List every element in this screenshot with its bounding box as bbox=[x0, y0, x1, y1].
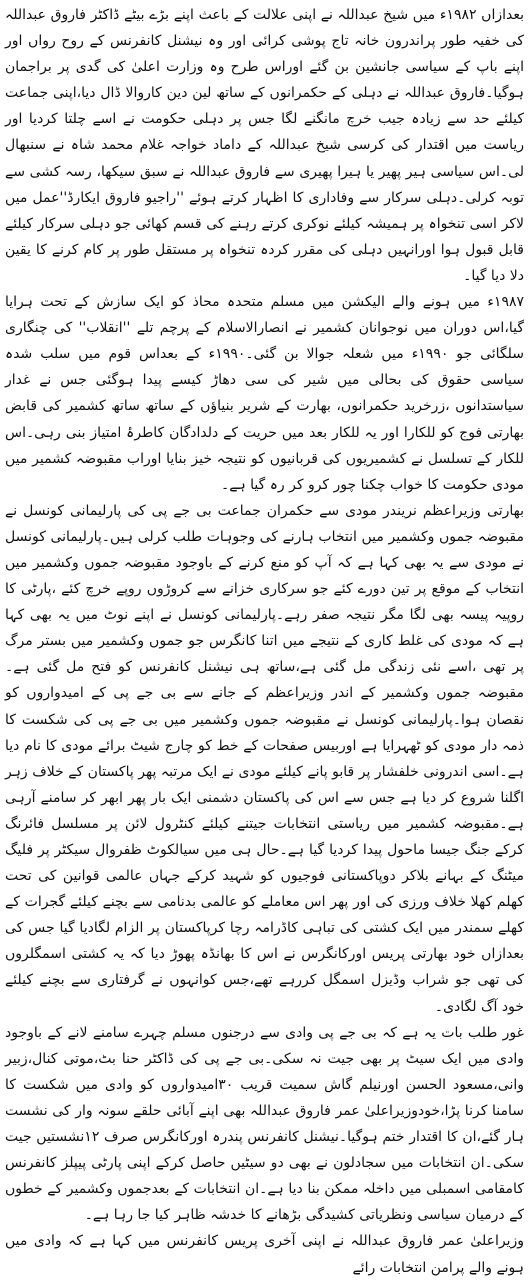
article-paragraph: وزیراعلیٰ عمر فاروق عبداللہ نے اپنی آخری پریس کانفرنس میں کہا ہے کہ وادی میں ہونے والے پرامن انتخابات رائے bbox=[5, 1233, 524, 1276]
article-paragraph: بعدازاں ۱۹۸۲ء میں شیخ عبداللہ نے اپنی علالت کے باعث اپنے بڑے بیٹے ڈاکٹر فاروق عبداللہ کی خفیہ طور پراندرون خانہ تاج پوشی کرائی اور وہ نیشنل کانفرنس کے روح رواں اور اپنے باپ کے سیاسی جانشین بن گئے اوراس طرح وہ وزارت اعلیٰ کی گدی پر براجمان ہوگیا۔فاروق عبداللہ نے دہلی کے حکمرانوں کے ساتھ لین دین کاروالا ڈال دیا،اپنی جماعت کیلئے حد سے زیادہ جیب خرچ مانگنے لگا جس پر دہلی حکومت نے اسے چلتا کردیا اور ریاست میں اقتدار کی کرسی شیخ عبداللہ کے داماد خواجہ غلام محمد شاہ نے سنبھال لی۔اس سیاسی ہیر پھیر یا ہیرا پھیری سے فاروق عبداللہ نے سبق سیکھا، رسہ کشی سے توبہ کرلی۔دہلی سرکار سے وفاداری کا اظہار کرتے ہوئے ''راجیو فاروق ایکارڈ''عمل میں لاکر اسی تنخواہ پر ہمیشہ کیلئے نوکری کرتے رہنے کی قسم کھائی جو دہلی سرکار کیلئے قابل قبول ہوا اورانہیں دہلی کی مقرر کردہ تنخواہ پر مستقل طور پر کام کرنے کا یقین دلا دیا گیا۔ bbox=[5, 7, 524, 284]
article-paragraph: بھارتی وزیراعظم نریندر مودی سے حکمران جماعت بی جے پی کی پارلیمانی کونسل نے مقبوضہ جموں وکشمیر میں انتخاب ہارنے کی وجوہات طلب کرلی ہیں۔پارلیمانی کونسل نے مودی سے یہ بھی کہا ہے کہ آپ کو منع کرنے کے باوجود مقبوضہ جموں وکشمیر میں انتخاب کے موقع پر تین دورے کئے جو سرکاری خزانے سے کروڑوں روپے خرچ کئے ،پارٹی کا روپیہ پیسہ بھی لگا مگر نتیجہ صفر رہے۔پارلیمانی کونسل نے اپنے نوٹ میں یہ بھی کہا ہے کہ مودی کی غلط کاری کے نتیجے میں اتنا کانگرس جو جموں وکشمیر میں بستر مرگ پر تھی ،اسے نئی زندگی مل گئی ہے،ساتھ ہی نیشنل کانفرنس کو فتح مل گئی ہے۔مقبوضہ جموں وکشمیر کے اندر وزیراعظم کے جانے سے بی جے پی کے امیدواروں کو نقصان ہوا۔پارلیمانی کونسل نے مقبوضہ جموں وکشمیر میں بی جے پی کی شکست کا ذمہ دار مودی کو ٹھہرایا ہے اوربیس صفحات کے خط کو چارج شیٹ برائے مودی کا نام دیا ہے۔اسی اندرونی خلفشار پر قابو پانے کیلئے مودی نے ایک مرتبہ پھر پاکستان کے خلاف زہر اگلنا شروع کر دیا ہے جس سے اس کی پاکستان دشمنی ایک بار پھر ابھر کر سامنے آرہی ہے۔مقبوضہ کشمیر میں ریاستی انتخابات جیتنے کیلئے کنٹرول لائن پر مسلسل فائرنگ کرکے جنگ جیسا ماحول پیدا کردیا گیا ہے۔حال ہی میں سیالکوٹ ظفروال سیکٹر پر فلیگ میٹنگ کے بہانے بلاکر دوپاکستانی فوجیوں کو شہید کرکے جہاں عالمی قوانین کی تحت کھلم کھلا خلاف ورزی کی اور پھر اس معاملے کو عالمی بدنامی سے بچنے کیلئے گجرات کے کھلے سمندر میں ایک کشتی کی تباہی کاڈرامہ رچا کرپاکستان پر الزام لگادیا گیا جس کی بعدازاں خود بھارتی پریس اورکانگرس نے اس کا بھانڈہ پھوڑ دیا کہ یہ کشتی اسمگلروں کی تھی جو شراب وڈیزل اسمگل کررہے تھے،جس کوانہوں نے گرفتاری سے بچنے کیلئے خود آگ لگادی۔ bbox=[5, 502, 524, 1015]
article-paragraph: ۱۹۸۷ء میں ہونے والے الیکشن میں مسلم متحدہ محاذ کو ایک سازش کے تحت ہرایا گیا،اس دوران میں نوجوانان کشمیر نے انصارالاسلام کے پرچم تلے ''انقلاب'' کی چنگاری سلگائی جو ۱۹۹۰ء میں شعلہ جوالا بن گئی۔۱۹۹۰ء کے بعداس قوم میں سلب شدہ سیاسی حقوق کی بحالی میں شیر کی سی دھاڑ کیسے پیدا ہوگئی جس نے غدار سیاستدانوں ،زرخرید حکمرانوں، بھارت کے شریر بنیاؤں کے ساتھ ساتھ کشمیر کی قابض بھارتی فوج کو للکارا اور یہ للکار بعد میں حریت کے دلدادگان کاطرۂ امتیاز بنی رہی۔اس للکار کے تسلسل نے کشمیریوں کی قربانیوں کو نتیجہ خیز بنایا اوراب مقبوضہ کشمیر میں مودی حکومت کا خواب چکنا چور کرو کر رہ گیا ہے۔ bbox=[5, 294, 524, 493]
article-paragraph: غور طلب بات یہ ہے کہ بی جے پی وادی سے درجنوں مسلم چہرے سامنے لانے کے باوجود وادی میں ایک سیٹ پر بھی جیت نہ سکی۔بی جے پی کی ڈاکٹر حنا بٹ،موتی کنال،زبیر وانی،مسعود الحسن اورنیلم گاش سمیت قریب ۳۰امیدواروں کو وادی میں شکست کا سامنا کرنا پڑا،خودوزیراعلیٰ عمر فاروق عبداللہ بھی اپنے آبائی حلقے سونہ وار کی نشست ہار گئے،ان کا اقتدار ختم ہوگیا۔نیشنل کانفرنس پندرہ اورکانگرس صرف ۱۲نشستیں جیت سکی۔ان انتخابات میں سجادلون نے بھی دو سیٹیں حاصل کرکے اپنی پارٹی پیپلز کانفرنس کامقامی اسمبلی میں داخلہ ممکن بنا دیا ہے۔ان انتخابات کے بعدجموں وکشمیر کے خطوں کے درمیان سیاسی ونظریاتی کشیدگی بڑھانے کا خدشہ ظاہر کیا جا رہا ہے۔ bbox=[5, 1024, 525, 1224]
